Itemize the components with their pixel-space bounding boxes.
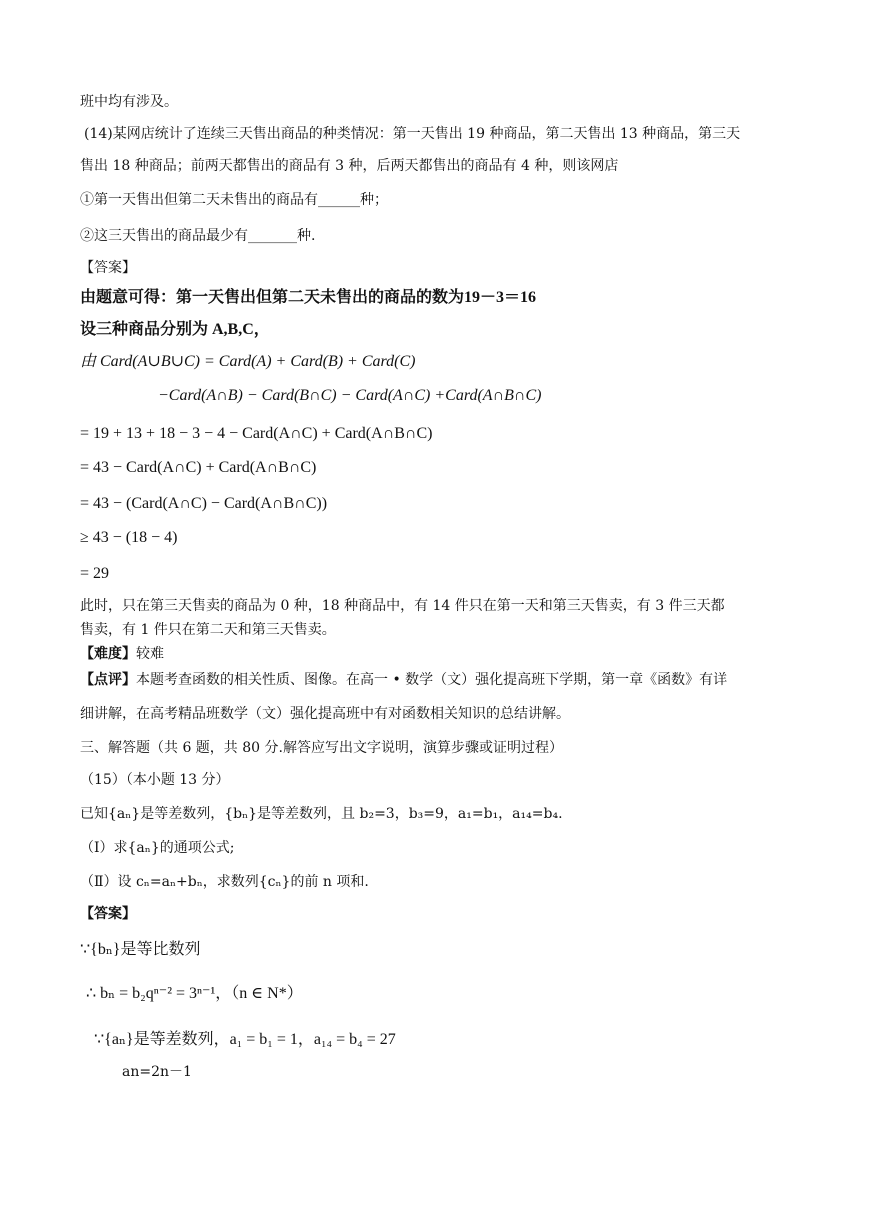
comment-line: 细讲解，在高考精品班数学（文）强化提高班中有对函数相关知识的总结讲解。	[80, 706, 570, 722]
comment-line	[80, 670, 727, 690]
solution-line: 设三种商品分别为 A,B,C，	[80, 321, 270, 338]
difficulty-label: 【难度】	[80, 646, 136, 662]
answer-heading: 【答案】	[80, 260, 136, 276]
solution-line: an=2n－1	[122, 1064, 192, 1080]
difficulty-value: 较难	[136, 646, 164, 662]
formula-line: = 43 − Card(A∩C) + Card(A∩B∩C)	[80, 459, 317, 476]
solution-line: ∵{aₙ}是等差数列，a₁ = b₁ = 1，a₁₄ = b₄ = 27	[94, 1031, 396, 1048]
formula-line: −Card(A∩B) − Card(B∩C) − Card(A∩C) +Card(A∩B∩C)	[158, 387, 542, 404]
answer-heading: 【答案】	[80, 906, 136, 922]
solution-line: ∵{bₙ}是等比数列	[80, 941, 201, 958]
comment-label: 【点评】	[80, 672, 136, 688]
question-15-part-2: （Ⅱ）设 cₙ=aₙ+bₙ，求数列{cₙ}的前 n 项和.	[80, 874, 369, 890]
question-15-heading: （15）（本小题 13 分）	[80, 772, 230, 788]
formula-line: ≥ 43 − (18 − 4)	[80, 529, 178, 546]
section-heading: 三、解答题（共 6 题，共 80 分.解答应写出文字说明，演算步骤或证明过程）	[80, 740, 563, 756]
explanation-line: 此时，只在第三天售卖的商品为 0 种，18 种商品中，有 14 件只在第一天和第三天售卖，有 3 件三天都	[80, 598, 725, 614]
solution-line: 由题意可得：第一天售出但第二天未售出的商品的数为19－3＝16	[80, 289, 537, 306]
question-14-part-2: ②这三天售出的商品最少有_______种.	[80, 228, 316, 244]
formula-line: = 43 − (Card(A∩C) − Card(A∩B∩C))	[80, 495, 328, 512]
formula-line: = 29	[80, 565, 110, 582]
question-15-text: 已知{aₙ}是等差数列，{bₙ}是等差数列，且 b₂=3，b₃=9，a₁=b₁，a₁₄=b₄.	[80, 806, 563, 822]
text-line: 班中均有涉及。	[80, 94, 178, 110]
explanation-line: 售卖，有 1 件只在第二天和第三天售卖。	[80, 622, 336, 638]
difficulty-line	[80, 644, 164, 664]
question-14-text: (14)某网店统计了连续三天售出商品的种类情况：第一天售出 19 种商品，第二天售出 13 种商品，第三天	[84, 126, 741, 142]
formula-line: = 19 + 13 + 18 − 3 − 4 − Card(A∩C) + Card(A∩B∩C)	[80, 425, 433, 442]
formula-line: 由 Card(A∪B∪C) = Card(A) + Card(B) + Card(C)	[80, 353, 416, 370]
question-14-text-cont: 售出 18 种商品；前两天都售出的商品有 3 种，后两天都售出的商品有 4 种，则该网店	[80, 158, 619, 174]
comment-text: 本题考查函数的相关性质、图像。在高一 • 数学（文）强化提高班下学期，第一章《函数》有详	[136, 672, 728, 688]
solution-line: ∴ bₙ = b₂qⁿ⁻² = 3ⁿ⁻¹，（n ∈ N*）	[86, 985, 303, 1002]
question-15-part-1: （Ⅰ）求{aₙ}的通项公式;	[80, 840, 235, 856]
question-14-part-1: ①第一天售出但第二天未售出的商品有______种；	[80, 192, 388, 208]
